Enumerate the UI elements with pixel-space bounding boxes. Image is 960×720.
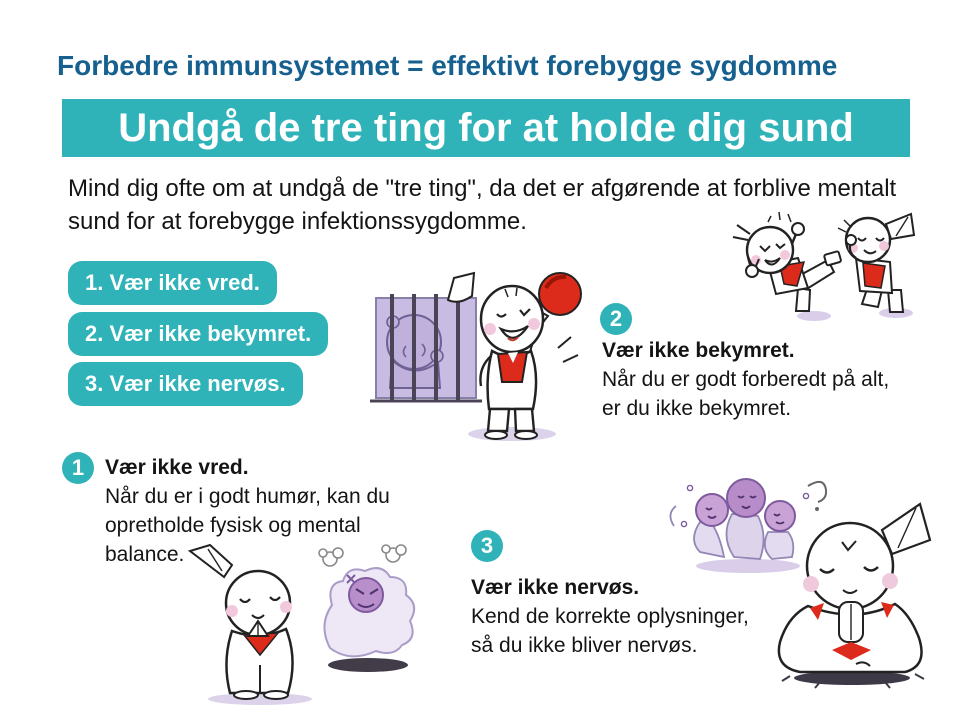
section-1-line: opretholde fysisk og mental xyxy=(105,514,361,537)
section-2-title: Vær ikke bekymret. xyxy=(602,339,795,362)
section-2-line: Når du er godt forberedt på alt, xyxy=(602,368,890,391)
page-title: Forbedre immunsystemet = effektivt forebygge sygdomme xyxy=(57,50,838,81)
section-3-title: Vær ikke nervøs. xyxy=(471,576,640,599)
section-1-line: balance. xyxy=(105,543,185,566)
meditation-illustration xyxy=(660,452,940,700)
section-1-title: Vær ikke vred. xyxy=(105,456,249,479)
section-1-number-badge: 1 xyxy=(62,452,94,484)
section-1-line: Når du er i godt humør, kan du xyxy=(105,485,390,508)
section-3-line: Kend de korrekte oplysninger, xyxy=(471,605,749,628)
rule-pill-1: 1. Vær ikke vred. xyxy=(68,261,277,305)
cheer-duo-illustration xyxy=(710,208,928,332)
rule-pill-2: 2. Vær ikke bekymret. xyxy=(68,312,328,356)
intro-line-1: Mind dig ofte om at undgå de "tre ting", da det er afgørende at forblive mentalt xyxy=(68,175,897,202)
rule-pill-3: 3. Vær ikke nervøs. xyxy=(68,362,303,406)
section-2-number-badge: 2 xyxy=(600,303,632,335)
jail-punch-illustration xyxy=(362,258,602,450)
section-2-text xyxy=(602,336,889,423)
banner xyxy=(62,99,910,157)
intro-line-2: sund for at forebygge infektionssygdomme. xyxy=(68,208,527,235)
calm-release-illustration xyxy=(180,543,430,708)
section-3-line: så du ikke bliver nervøs. xyxy=(471,634,698,657)
section-2-line: er du ikke bekymret. xyxy=(602,397,792,420)
section-3-number-badge: 3 xyxy=(471,530,503,562)
banner-title: Undgå de tre ting for at holde dig sund xyxy=(118,105,854,150)
